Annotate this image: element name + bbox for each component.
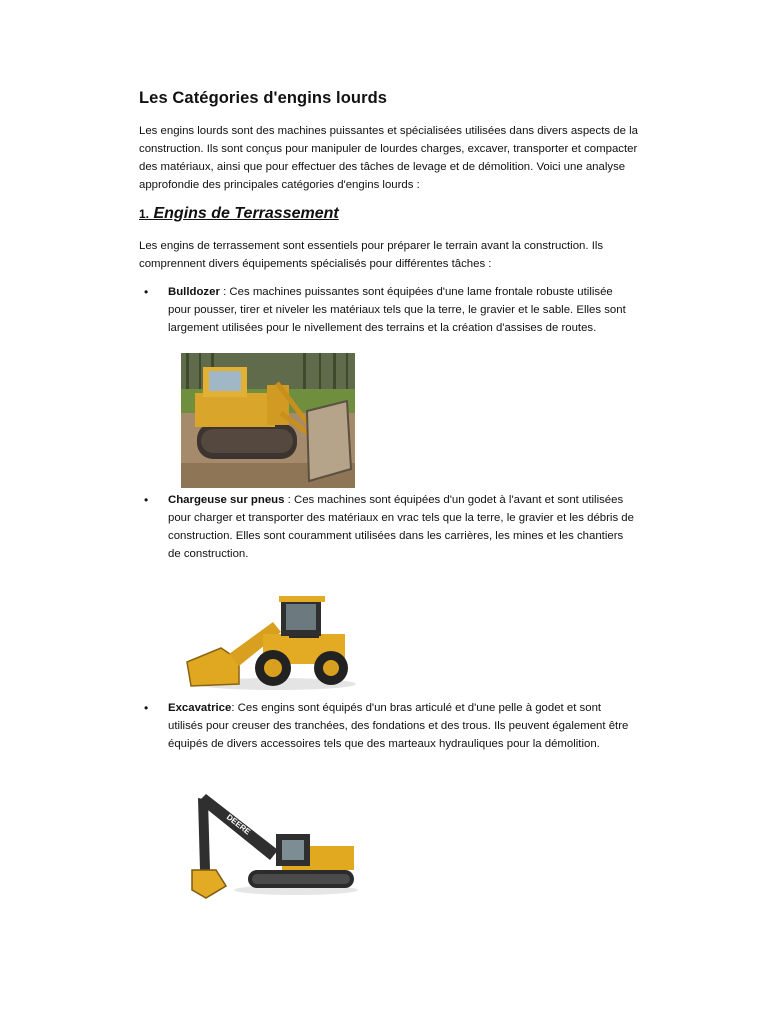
bullet-icon: • xyxy=(144,701,149,715)
excavator-image xyxy=(186,788,362,918)
intro-paragraph: Les engins lourds sont des machines puissantes et spécialisées utilisées dans divers aspects de la construction. Ils sont conçus pour manipuler de lourdes charges, excaver, transporter et compacter des matériaux, ainsi que pour effectuer des tâches de levage et de démolition. Voici une analyse approfondie des principales catégories d'engins lourds : xyxy=(139,125,638,191)
list-item-wheel-loader xyxy=(144,491,638,563)
document-title: Les Catégories d'engins lourds xyxy=(139,89,388,107)
section-intro-paragraph: Les engins de terrassement sont essentiels pour préparer le terrain avant la construction. Ils comprennent divers équipements spécialisés pour différentes tâches : xyxy=(139,240,604,270)
item-term: Chargeuse sur pneus xyxy=(168,494,285,506)
excavator-brand-label: DEERE xyxy=(224,812,253,837)
bulldozer-image xyxy=(181,353,355,488)
bullet-icon: • xyxy=(144,285,149,299)
item-term: Excavatrice xyxy=(168,702,232,714)
item-text: : Ces machines sont équipées d'un godet à l'avant et sont utilisées pour charger et transporter des matériaux en vrac tels que la terre, le gravier et les débris de construction. Elles sont couramment utilisées dans les carrières, les mines et les chantiers de construction. xyxy=(168,494,634,560)
bullet-icon: • xyxy=(144,493,149,507)
section-heading xyxy=(139,205,339,223)
list-item-excavator xyxy=(144,699,638,753)
list-item-bulldozer xyxy=(144,283,638,337)
wheel-loader-image xyxy=(181,588,357,693)
section-number: 1. xyxy=(139,207,150,221)
item-text: : Ces engins sont équipés d'un bras articulé et d'une pelle à godet et sont utilisés pour creuser des tranchées, des fondations et des trous. Ils peuvent également être équipés de divers accessoires tels que des marteaux hydrauliques pour la démolition. xyxy=(168,702,629,750)
item-term: Bulldozer xyxy=(168,286,220,298)
item-text: : Ces machines puissantes sont équipées d'une lame frontale robuste utilisée pour pousser, tirer et niveler les matériaux tels que la terre, le gravier et le sable. Elles sont largement utilisées pour le nivellement des terrains et la création d'assises de routes. xyxy=(168,286,626,334)
section-title: Engins de Terrassement xyxy=(153,205,339,222)
